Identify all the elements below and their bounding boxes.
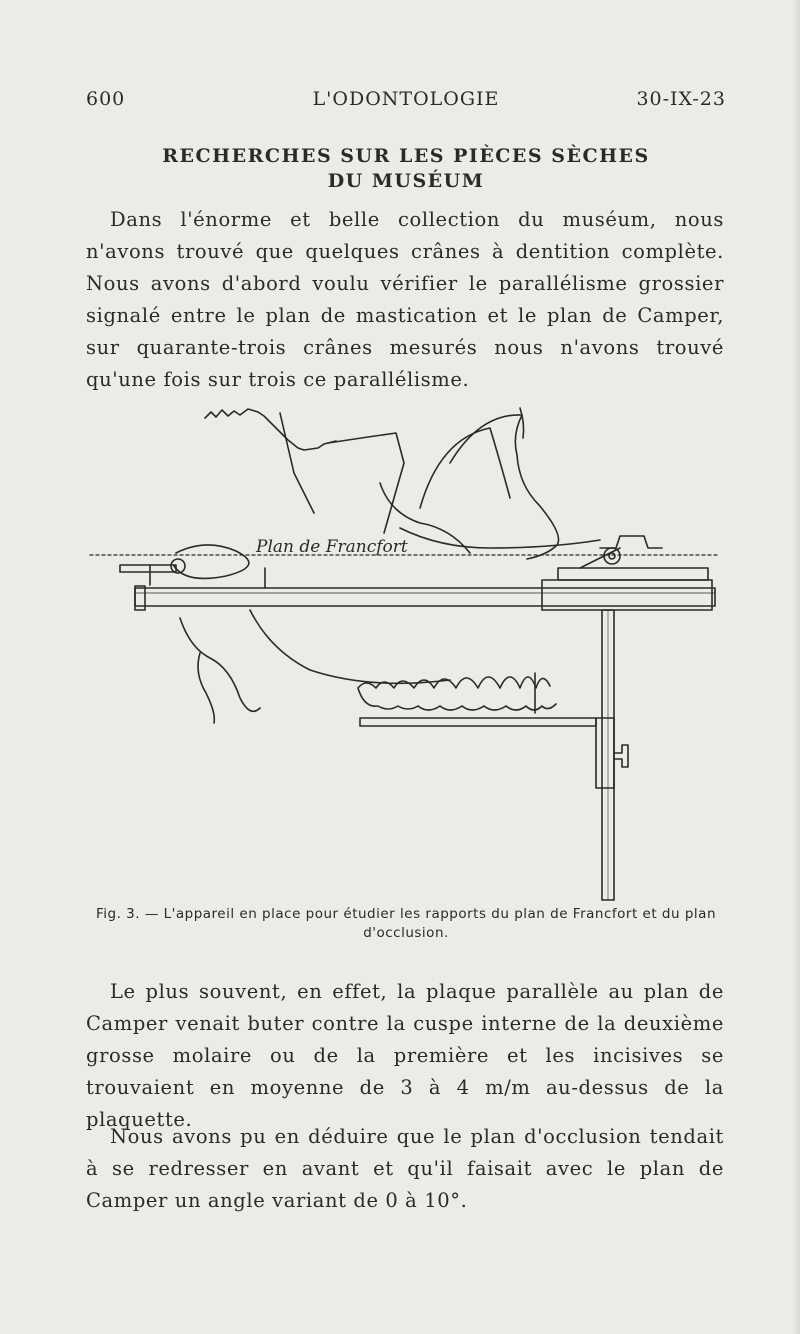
page-number: 600	[86, 88, 126, 110]
issue-date: 30-IX-23	[636, 88, 726, 110]
figure-label-francfort: Plan de Francfort	[256, 537, 408, 557]
running-header	[86, 88, 726, 112]
paragraph-intro: Dans l'énorme et belle collection du muséum, nous n'avons trouvé que quelques crânes à dentition complète. Nous avons d'abord voulu vérifier le parallélisme grossier signalé entre le plan de mastication et le plan de Camper, sur quarante-trois crânes mesurés nous n'avons trouvé qu'une fois sur trois ce parallélisme.	[86, 208, 724, 391]
skull-apparatus-drawing	[80, 388, 740, 908]
section-title-line-2: DU MUSÉUM	[327, 170, 485, 192]
paragraph-results: Le plus souvent, en effet, la plaque parallèle au plan de Camper venait buter contre la cuspe interne de la deuxième grosse molaire ou de la première et les incisives se trouvaient en moyenne de 3 à 4 m/m au-dessus de la plaquette.	[86, 980, 724, 1131]
figure-skull-apparatus	[80, 388, 740, 908]
paragraph-conclusion: Nous avons pu en déduire que le plan d'occlusion tendait à se redresser en avant et qu'il faisait avec le plan de Camper un angle variant de 0 à 10°.	[86, 1125, 724, 1212]
figure-caption: Fig. 3. — L'appareil en place pour étudier les rapports du plan de Francfort et du plan d'occlusion.	[95, 906, 716, 941]
section-title-line-1: RECHERCHES SUR LES PIÈCES SÈCHES	[162, 145, 650, 167]
page-edge-shadow	[792, 0, 800, 1334]
journal-title: L'ODONTOLOGIE	[312, 88, 500, 110]
